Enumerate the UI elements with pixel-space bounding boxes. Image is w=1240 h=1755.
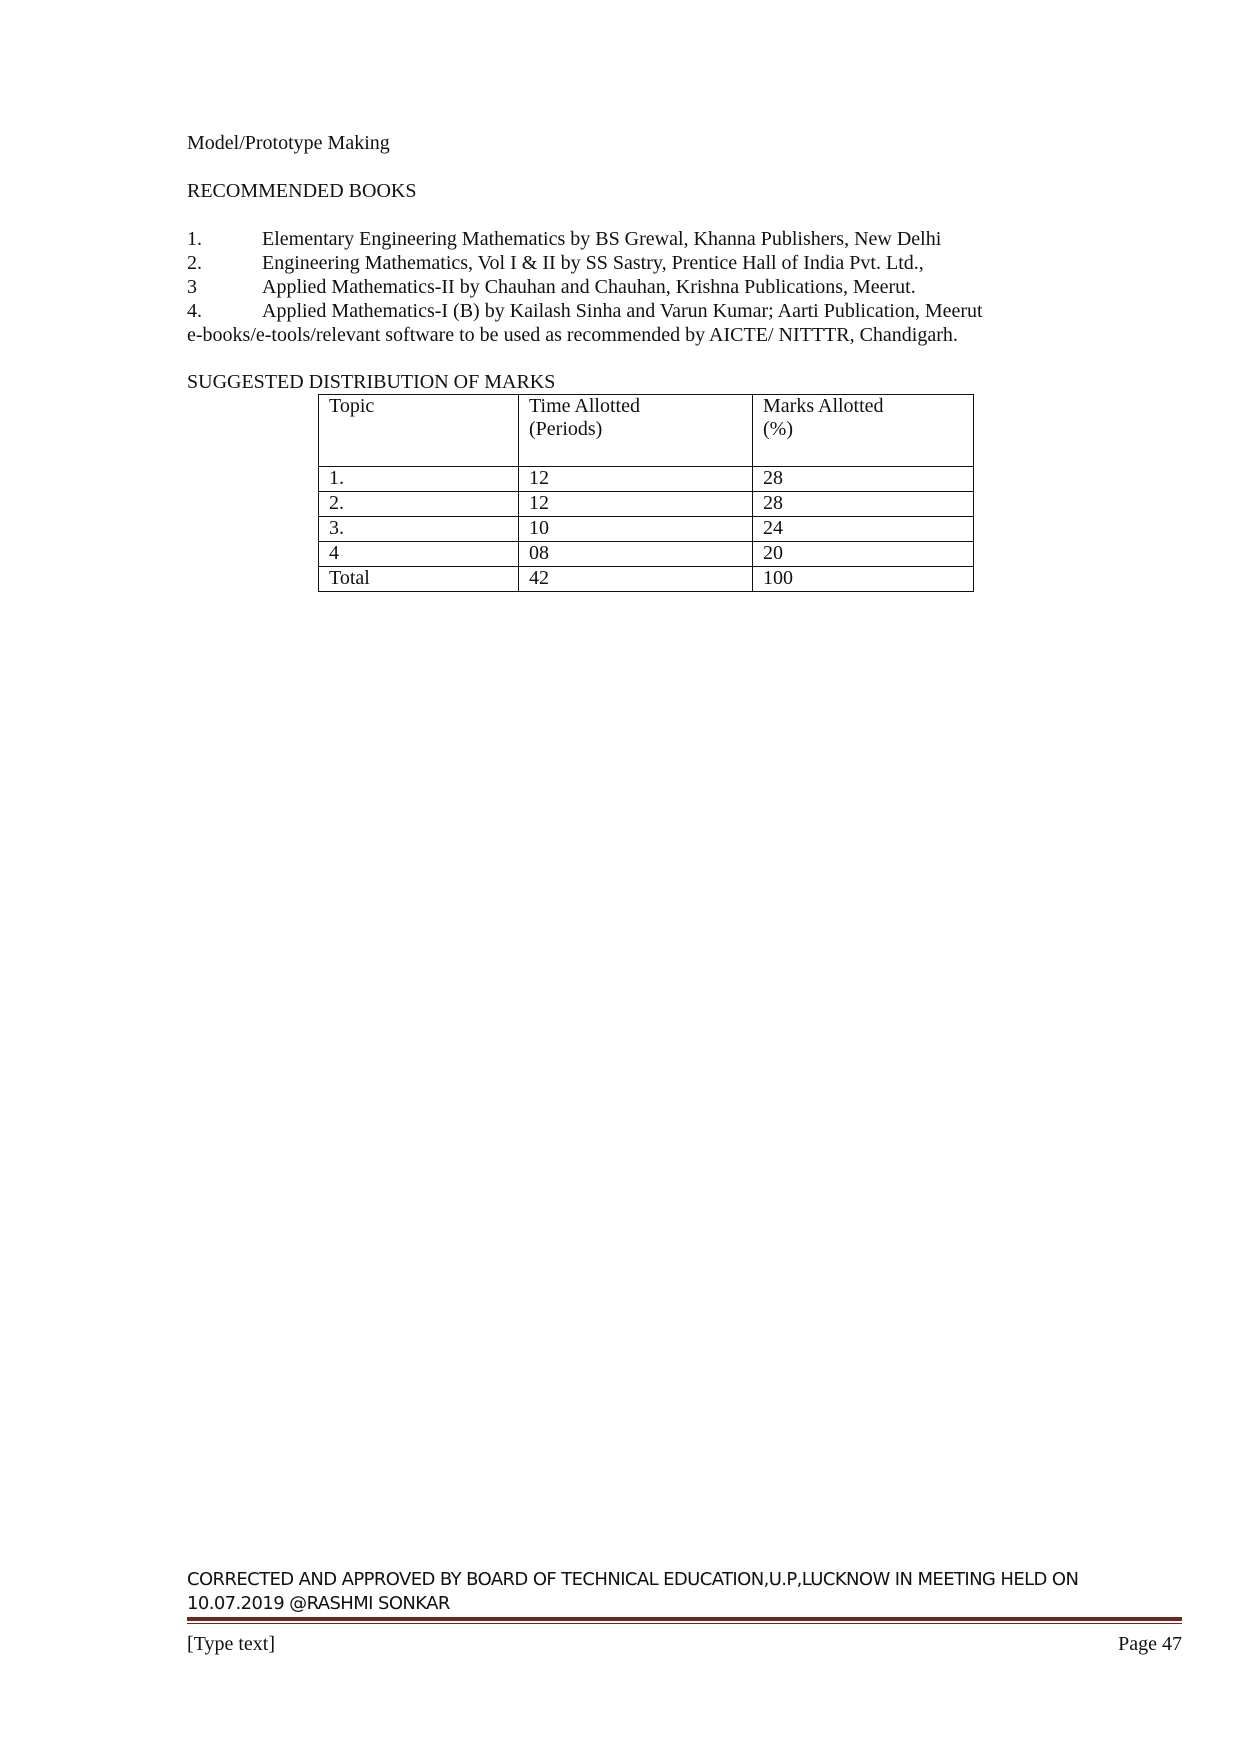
table-cell: 28 [753, 467, 974, 492]
footer-divider-thin [187, 1623, 1182, 1624]
list-item [187, 227, 983, 251]
table-row [319, 542, 974, 567]
list-item-text: Applied Mathematics-II by Chauhan and Chauhan, Krishna Publications, Meerut. [262, 276, 916, 298]
list-item-number: 2. [187, 252, 202, 274]
marks-distribution-heading: SUGGESTED DISTRIBUTION OF MARKS [187, 371, 556, 393]
table-row [319, 492, 974, 517]
column-header-time-allotted: Time Allotted (Periods) [519, 395, 753, 467]
table-cell: 3. [319, 517, 519, 542]
table-cell: 100 [753, 567, 974, 592]
page-number: Page 47 [1118, 1633, 1182, 1655]
table-cell: 4 [319, 542, 519, 567]
table-row [319, 517, 974, 542]
list-item-number: 1. [187, 228, 202, 250]
table-cell: 12 [519, 467, 753, 492]
book-list [187, 227, 983, 323]
table-cell: 2. [319, 492, 519, 517]
list-item-text: Elementary Engineering Mathematics by BS Grewal, Khanna Publishers, New Delhi [262, 228, 942, 250]
table-cell: 10 [519, 517, 753, 542]
table-cell: 28 [753, 492, 974, 517]
approval-note-line: CORRECTED AND APPROVED BY BOARD OF TECHNICAL EDUCATION,U.P,LUCKNOW IN MEETING HELD ON [187, 1569, 1079, 1590]
list-item-text: Engineering Mathematics, Vol I & II by SS Sastry, Prentice Hall of India Pvt. Ltd., [262, 252, 924, 274]
column-header-marks-allotted: Marks Allotted (%) [753, 395, 974, 467]
list-item-text: Applied Mathematics-I (B) by Kailash Sinha and Varun Kumar; Aarti Publication, Meerut [262, 300, 983, 322]
footer-divider [187, 1617, 1182, 1621]
list-item-number: 4. [187, 300, 202, 322]
list-item [187, 275, 983, 299]
table-cell: 20 [753, 542, 974, 567]
table-cell: 42 [519, 567, 753, 592]
recommended-books-heading: RECOMMENDED BOOKS [187, 180, 417, 202]
column-header-topic: Topic [319, 395, 519, 467]
intro-text: Model/Prototype Making [187, 132, 390, 154]
marks-distribution-table [318, 394, 974, 592]
list-item-number: 3 [187, 276, 197, 298]
approval-note-line: 10.07.2019 @RASHMI SONKAR [187, 1593, 450, 1614]
table-cell: 1. [319, 467, 519, 492]
table-cell: Total [319, 567, 519, 592]
list-item [187, 251, 983, 275]
table-row [319, 467, 974, 492]
table-cell: 08 [519, 542, 753, 567]
list-item [187, 299, 983, 323]
table-row-total [319, 567, 974, 592]
approval-note [187, 1568, 1187, 1616]
ebooks-note: e-books/e-tools/relevant software to be used as recommended by AICTE/ NITTTR, Chandigarh. [187, 324, 958, 346]
table-cell: 12 [519, 492, 753, 517]
table-cell: 24 [753, 517, 974, 542]
footer-placeholder-text: [Type text] [187, 1633, 276, 1655]
table-header-row [319, 395, 974, 467]
